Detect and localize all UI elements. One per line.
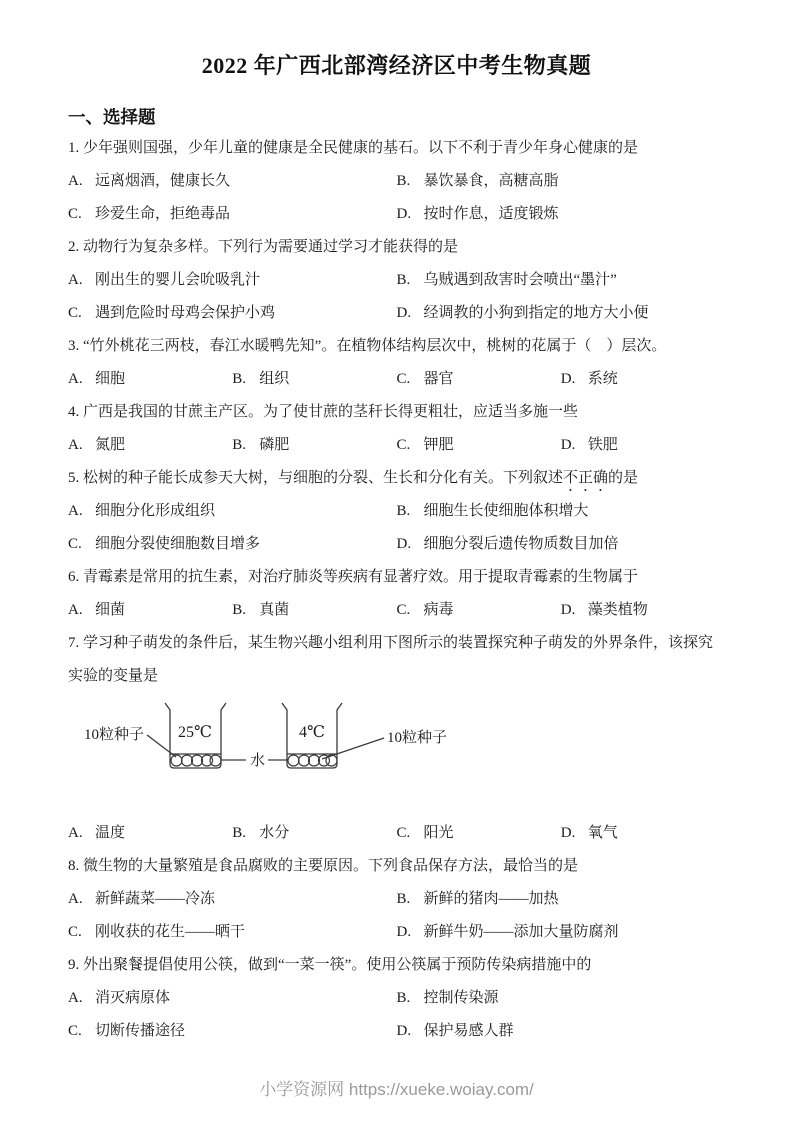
option-text: 远离烟酒，健康长久 [95,173,231,189]
option-text: 温度 [95,825,126,841]
option-text: 藻类植物 [587,602,648,618]
option-label: B. [232,602,247,618]
option [397,297,726,330]
option-text: 钾肥 [423,437,454,453]
question-6 [68,561,725,627]
option-label: C. [68,924,82,940]
option-text: 细胞分裂使细胞数目增多 [95,536,261,552]
question-4 [68,396,725,462]
option [397,1015,726,1048]
option [397,429,561,462]
option-text: 细胞分化形成组织 [95,503,216,519]
question-7 [68,627,725,850]
option-label: D. [560,371,576,387]
page-title: 2022 年广西北部湾经济区中考生物真题 [201,53,592,78]
option [397,495,726,528]
option-list [68,429,725,462]
option [68,817,232,850]
option-list [68,264,725,330]
option [68,198,397,231]
option-list [68,165,725,231]
beaker-diagram [84,701,452,773]
option-label: A. [68,602,83,618]
option-text: 水分 [259,825,290,841]
option-label: C. [68,536,82,552]
option-text: 新鲜蔬菜——冷冻 [95,891,216,907]
option [68,594,232,627]
option [68,883,397,916]
option-label: A. [68,371,83,387]
right-seeds-label: 10粒种子 [387,730,448,746]
right-leader-line [322,738,384,759]
option-label: C. [68,206,82,222]
option-label: D. [396,206,412,222]
option-label: D. [396,305,412,321]
option [68,982,397,1015]
option-label: B. [232,371,247,387]
option-text: 细胞分裂后遗传物质数目加倍 [423,536,619,552]
option-label: B. [232,825,247,841]
option-text: 组织 [259,371,290,387]
option-label: A. [68,272,83,288]
option [397,594,561,627]
option-label: D. [560,825,576,841]
option [68,297,397,330]
option [68,916,397,949]
option [397,916,726,949]
stem-text: 的是 [608,470,639,486]
option-label: D. [560,437,576,453]
option [561,594,725,627]
question-stem: 8. 微生物的大量繁殖是食品腐败的主要原因。下列食品保存方法，最恰当的是 [68,858,579,874]
option-text: 细胞 [95,371,126,387]
option-list [68,363,725,396]
option-label: A. [68,173,83,189]
option-text: 控制传染源 [423,990,499,1006]
question-stem: 6. 青霉素是常用的抗生素，对治疗肺炎等疾病有显著疗效。用于提取青霉素的生物属于 [68,569,639,585]
option-label: D. [396,536,412,552]
option-text: 保护易感人群 [423,1023,514,1039]
option-list [68,982,725,1048]
question-stem: 2. 动物行为复杂多样。下列行为需要通过学习才能获得的是 [68,239,459,255]
option-label: A. [68,990,83,1006]
option-label: C. [396,437,411,453]
question-stem: 1. 少年强则国强，少年儿童的健康是全民健康的基石。以下不利于青少年身心健康的是 [68,140,639,156]
option-text: 氧气 [587,825,618,841]
option-label: A. [68,891,83,907]
option-label: A. [68,503,83,519]
option [561,429,725,462]
option [232,594,396,627]
option-label: B. [396,173,411,189]
option-label: B. [232,437,247,453]
option [561,817,725,850]
stem-text: 5. 松树的种子能长成参天大树，与细胞的分裂、生长和分化有关。下列叙述 [68,470,564,486]
option-label: C. [68,1023,82,1039]
option [68,528,397,561]
section-header: 一、选择题 [68,107,156,127]
question-5 [68,462,725,561]
option-label: B. [396,503,411,519]
option-text: 乌贼遇到敌害时会喷出“墨汁” [423,272,617,288]
footer-watermark: 小学资源网 https://xueke.woiay.com/ [259,1080,534,1099]
question-3 [68,330,725,396]
option-text: 经调教的小狗到指定的地方大小便 [423,305,649,321]
option-list [68,883,725,949]
option [68,1015,397,1048]
right-beaker-temperature: 4℃ [299,724,325,741]
question-stem: 7. 学习种子萌发的条件后，某生物兴趣小组利用下图所示的装置探究种子萌发的外界条件，该探究实验的变量是 [68,635,714,684]
option-text: 新鲜牛奶——添加大量防腐剂 [423,924,619,940]
option-label: C. [396,825,411,841]
option [68,429,232,462]
option-text: 消灭病原体 [95,990,171,1006]
option [397,817,561,850]
option-label: C. [396,371,411,387]
option [397,198,726,231]
option [397,363,561,396]
option-label: D. [560,602,576,618]
seed-experiment-figure [84,701,725,773]
question-1 [68,132,725,231]
question-2 [68,231,725,330]
option-text: 磷肥 [259,437,290,453]
option [232,363,396,396]
option-list [68,495,725,561]
option-list [68,594,725,627]
option-list [68,817,725,850]
question-stem [68,462,725,495]
option-text: 病毒 [423,602,454,618]
option-text: 新鲜的猪肉——加热 [423,891,559,907]
option-label: A. [68,825,83,841]
question-stem: 4. 广西是我国的甘蔗主产区。为了使甘蔗的茎秆长得更粗壮，应适当多施一些 [68,404,579,420]
option [68,363,232,396]
option [397,982,726,1015]
option-label: D. [396,924,412,940]
option [68,264,397,297]
option-text: 氮肥 [95,437,126,453]
option-text: 系统 [587,371,618,387]
question-stem: 9. 外出聚餐提倡使用公筷，做到“一菜一筷”。使用公筷属于预防传染病措施中的 [68,957,592,973]
option-label: B. [396,272,411,288]
left-beaker-temperature: 25℃ [178,724,212,741]
option-label: D. [396,1023,412,1039]
stem-emphasized-text: 不正确 [563,470,609,486]
option [397,264,726,297]
option-label: B. [396,891,411,907]
option-text: 细胞生长使细胞体积增大 [423,503,589,519]
option [232,817,396,850]
water-label: 水 [250,753,266,769]
option-text: 真菌 [259,602,290,618]
option-label: B. [396,990,411,1006]
question-8 [68,850,725,949]
option-text: 按时作息，适度锻炼 [423,206,559,222]
option [232,429,396,462]
option-text: 珍爱生命，拒绝毒品 [95,206,231,222]
option-text: 刚收获的花生——晒干 [95,924,246,940]
option-text: 细菌 [95,602,126,618]
option [68,165,397,198]
left-beaker-seeds [171,755,221,766]
option-label: A. [68,437,83,453]
left-seeds-label: 10粒种子 [84,727,145,743]
option-text: 阳光 [423,825,454,841]
option-text: 器官 [423,371,454,387]
option [397,883,726,916]
option-text: 刚出生的婴儿会吮吸乳汁 [95,272,261,288]
question-stem: 3. “竹外桃花三两枝，春江水暖鸭先知”。在植物体结构层次中，桃树的花属于（ ）层次。 [68,338,667,354]
option [68,495,397,528]
option [561,363,725,396]
question-9 [68,949,725,1048]
option-text: 遇到危险时母鸡会保护小鸡 [95,305,276,321]
option-label: C. [68,305,82,321]
option-text: 切断传播途径 [95,1023,186,1039]
option-label: C. [396,602,411,618]
option-text: 暴饮暴食，高糖高脂 [423,173,559,189]
option [397,165,726,198]
option [397,528,726,561]
option-text: 铁肥 [587,437,618,453]
